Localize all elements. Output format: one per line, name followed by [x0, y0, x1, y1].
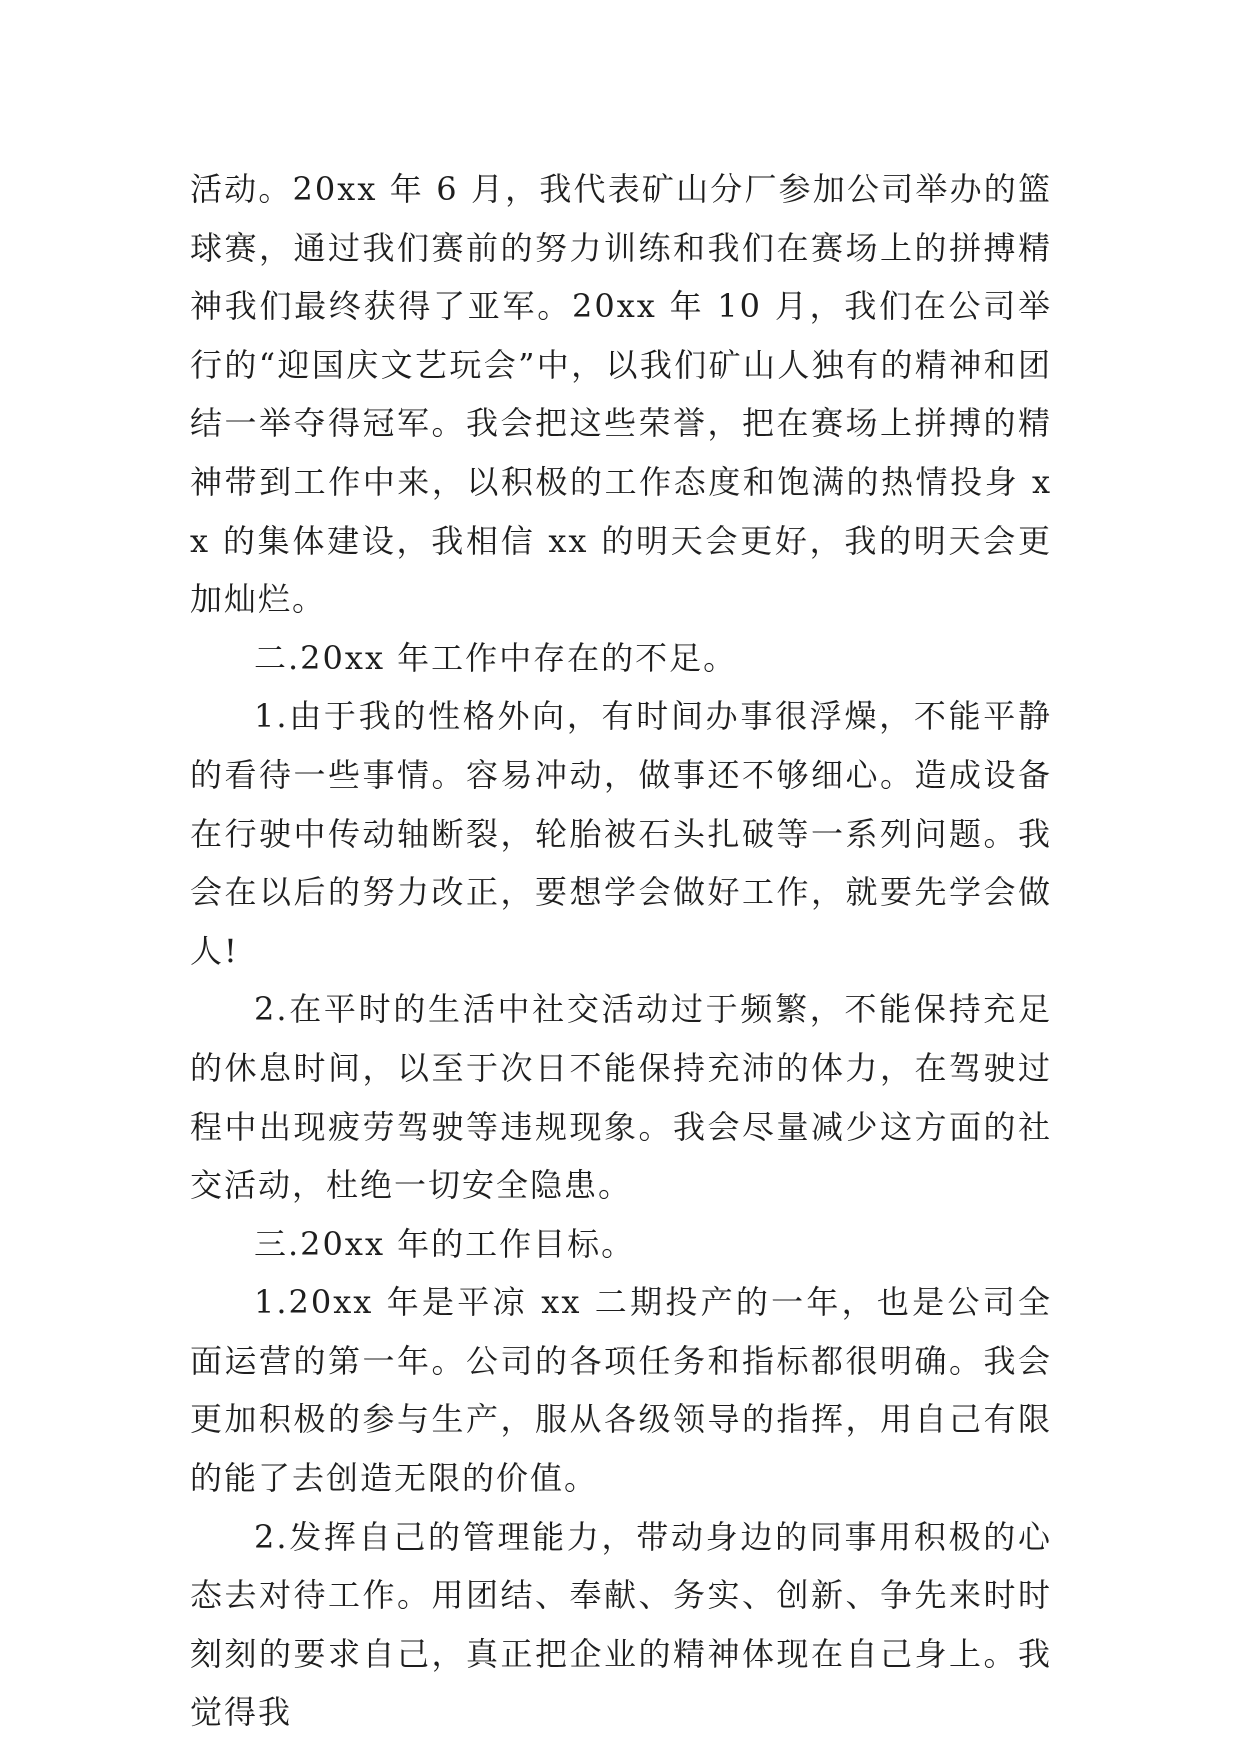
- paragraph-2-1: 1.由于我的性格外向，有时间办事很浮燥，不能平静的看待一些事情。容易冲动，做事还不够细心。造成设备在行驶中传动轴断裂，轮胎被石头扎破等一系列问题。我会在以后的努力改正，要想学会做好工作，就要先学会做人!: [190, 697, 1052, 970]
- section-heading-3: 三.20xx 年的工作目标。: [254, 1224, 636, 1263]
- section-heading-2: 二.20xx 年工作中存在的不足。: [254, 638, 738, 677]
- paragraph-1: 活动。20xx 年 6 月，我代表矿山分厂参加公司举办的篮球赛，通过我们赛前的努力训练和我们在赛场上的拼搏精神我们最终获得了亚军。20xx 年 10 月，我们在公司举行的“迎国庆文艺玩会”中，以我们矿山人独有的精神和团结一举夺得冠军。我会把这些荣誉，把在赛场上拼搏的精神带到工作中来，以积极的工作态度和饱满的热情投身 xx 的集体建设，我相信 xx 的明天会更好，我的明天会更加灿烂。: [190, 170, 1052, 619]
- paragraph-2-2: 2.在平时的生活中社交活动过于频繁，不能保持充足的休息时间，以至于次日不能保持充沛的体力，在驾驶过程中出现疲劳驾驶等违规现象。我会尽量减少这方面的社交活动，杜绝一切安全隐患。: [190, 990, 1052, 1205]
- document-body: [190, 160, 1052, 1742]
- paragraph-3-1: 1.20xx 年是平凉 xx 二期投产的一年，也是公司全面运营的第一年。公司的各项任务和指标都很明确。我会更加积极的参与生产，服从各级领导的指挥，用自己有限的能了去创造无限的价值。: [190, 1283, 1052, 1498]
- paragraph-3-2: 2.发挥自己的管理能力，带动身边的同事用积极的心态去对待工作。用团结、奉献、务实、创新、争先来时时刻刻的要求自己，真正把企业的精神体现在自己身上。我觉得我: [190, 1517, 1052, 1732]
